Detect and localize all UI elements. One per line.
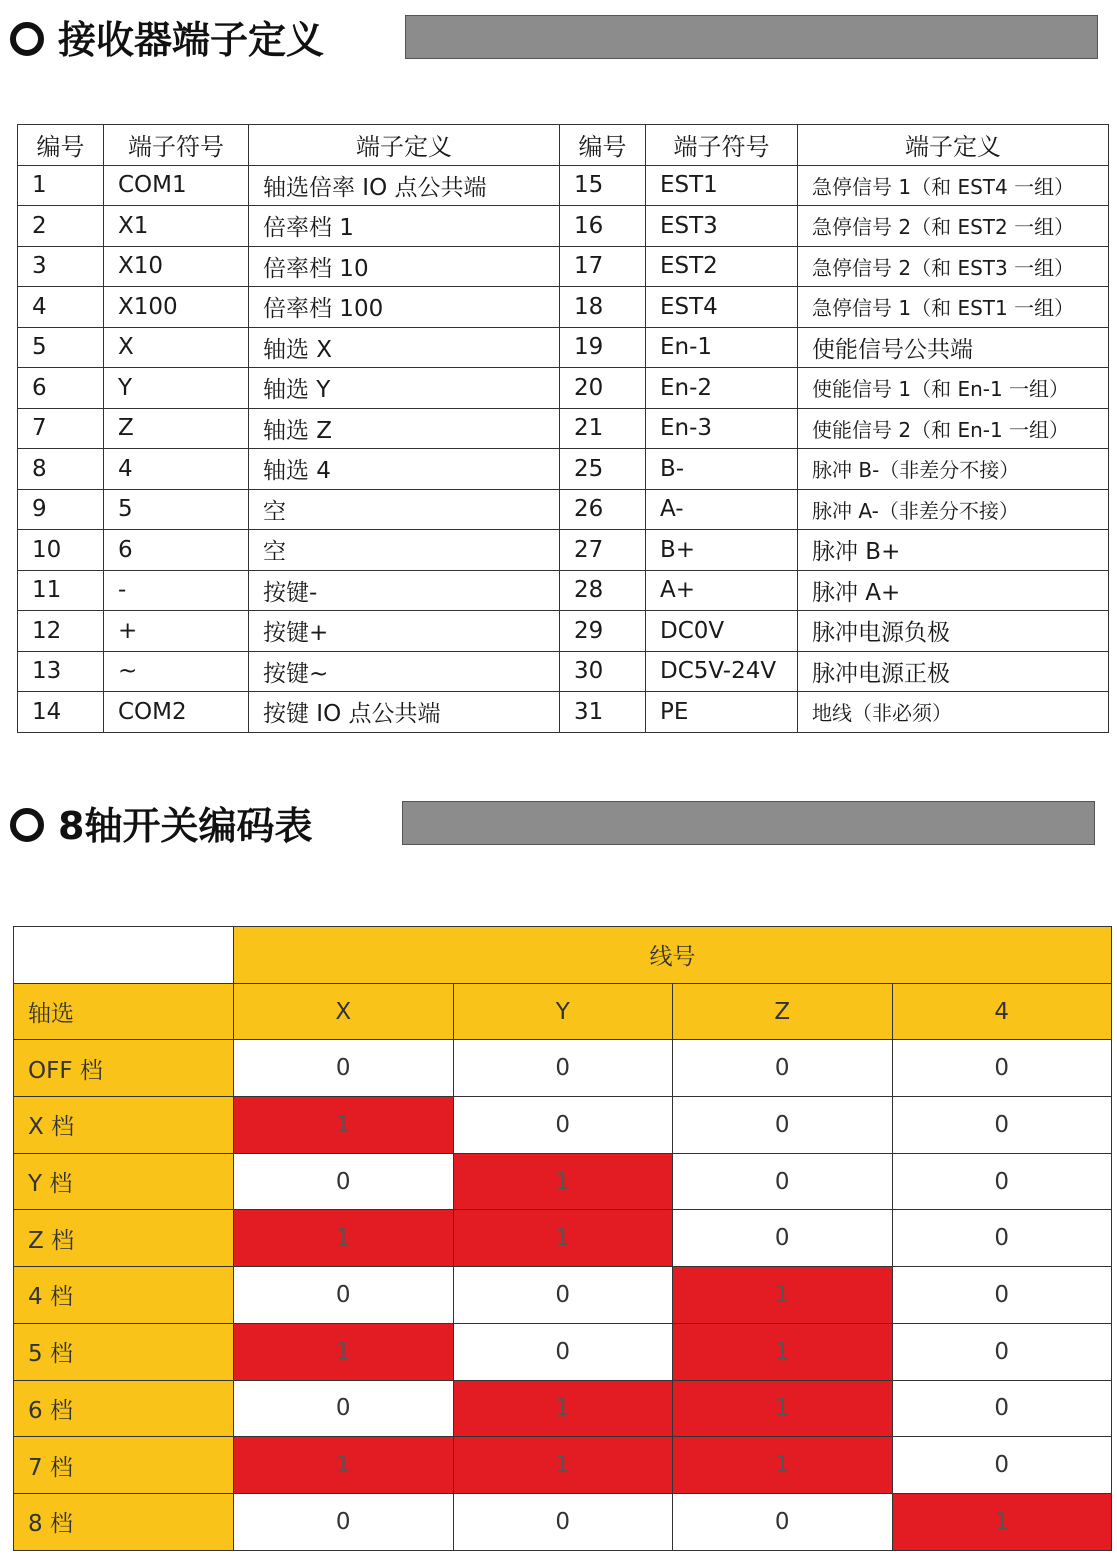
terminal-definition: 使能信号 1（和 En-1 一组） bbox=[798, 368, 1109, 409]
section-header-terminals bbox=[0, 10, 1117, 70]
table-row bbox=[14, 1153, 1112, 1210]
terminal-table-header-row bbox=[18, 125, 1109, 166]
code-cell: 1 bbox=[453, 1210, 673, 1267]
table-row bbox=[18, 206, 1109, 247]
table-row bbox=[14, 1267, 1112, 1324]
gear-label: 4 档 bbox=[14, 1267, 234, 1324]
code-cell: 0 bbox=[673, 1097, 893, 1154]
terminal-symbol: Z bbox=[104, 408, 249, 449]
table-row bbox=[14, 1437, 1112, 1494]
terminal-definition: 地线（非必须） bbox=[798, 692, 1109, 733]
code-cell: 0 bbox=[234, 1380, 454, 1437]
column-header-y: Y bbox=[453, 983, 673, 1040]
terminal-number: 15 bbox=[560, 165, 646, 206]
code-cell: 1 bbox=[453, 1153, 673, 1210]
terminal-symbol: A+ bbox=[646, 570, 798, 611]
terminal-number: 30 bbox=[560, 651, 646, 692]
terminal-number: 27 bbox=[560, 530, 646, 571]
terminal-definition-table bbox=[17, 124, 1109, 733]
column-header-x: X bbox=[234, 983, 454, 1040]
code-cell: 1 bbox=[234, 1437, 454, 1494]
gear-label: 7 档 bbox=[14, 1437, 234, 1494]
terminal-number: 2 bbox=[18, 206, 104, 247]
header-bar bbox=[402, 801, 1095, 845]
terminal-definition: 按键- bbox=[249, 570, 560, 611]
table-row bbox=[18, 489, 1109, 530]
gear-label: 5 档 bbox=[14, 1323, 234, 1380]
terminal-symbol: B- bbox=[646, 449, 798, 490]
terminal-number: 21 bbox=[560, 408, 646, 449]
terminal-number: 26 bbox=[560, 489, 646, 530]
terminal-number: 12 bbox=[18, 611, 104, 652]
terminal-number: 9 bbox=[18, 489, 104, 530]
terminal-number: 17 bbox=[560, 246, 646, 287]
terminal-number: 3 bbox=[18, 246, 104, 287]
code-cell: 0 bbox=[892, 1153, 1112, 1210]
terminal-definition: 轴选 4 bbox=[249, 449, 560, 490]
terminal-definition: 脉冲 A+ bbox=[798, 570, 1109, 611]
blank-corner-cell bbox=[14, 927, 234, 984]
terminal-number: 11 bbox=[18, 570, 104, 611]
terminal-definition: 急停信号 2（和 EST3 一组） bbox=[798, 246, 1109, 287]
line-number-header: 线号 bbox=[234, 927, 1112, 984]
table-row bbox=[14, 1097, 1112, 1154]
code-cell: 1 bbox=[673, 1380, 893, 1437]
terminal-symbol: DC0V bbox=[646, 611, 798, 652]
code-cell: 1 bbox=[453, 1380, 673, 1437]
code-cell: 0 bbox=[892, 1097, 1112, 1154]
section-title-encoding: 8轴开关编码表 bbox=[58, 804, 313, 848]
terminal-symbol: EST3 bbox=[646, 206, 798, 247]
column-header-z: Z bbox=[673, 983, 893, 1040]
terminal-symbol: PE bbox=[646, 692, 798, 733]
terminal-definition: 轴选 X bbox=[249, 327, 560, 368]
terminal-definition: 脉冲 B+ bbox=[798, 530, 1109, 571]
header-number: 编号 bbox=[560, 125, 646, 166]
terminal-symbol: X1 bbox=[104, 206, 249, 247]
terminal-symbol: 5 bbox=[104, 489, 249, 530]
terminal-number: 4 bbox=[18, 287, 104, 328]
terminal-symbol: COM1 bbox=[104, 165, 249, 206]
terminal-number: 10 bbox=[18, 530, 104, 571]
terminal-number: 25 bbox=[560, 449, 646, 490]
table-row bbox=[18, 368, 1109, 409]
terminal-symbol: B+ bbox=[646, 530, 798, 571]
table-row bbox=[18, 692, 1109, 733]
terminal-definition: 脉冲 A-（非差分不接） bbox=[798, 489, 1109, 530]
terminal-number: 1 bbox=[18, 165, 104, 206]
terminal-number: 7 bbox=[18, 408, 104, 449]
terminal-symbol: X10 bbox=[104, 246, 249, 287]
table-row bbox=[18, 611, 1109, 652]
terminal-definition: 轴选倍率 IO 点公共端 bbox=[249, 165, 560, 206]
gear-label: 6 档 bbox=[14, 1380, 234, 1437]
gear-label: Y 档 bbox=[14, 1153, 234, 1210]
terminal-number: 16 bbox=[560, 206, 646, 247]
terminal-definition: 空 bbox=[249, 530, 560, 571]
code-cell: 1 bbox=[673, 1437, 893, 1494]
terminal-definition: 脉冲 B-（非差分不接） bbox=[798, 449, 1109, 490]
terminal-definition: 脉冲电源负极 bbox=[798, 611, 1109, 652]
code-cell: 0 bbox=[673, 1210, 893, 1267]
terminal-definition: 使能信号公共端 bbox=[798, 327, 1109, 368]
terminal-definition: 使能信号 2（和 En-1 一组） bbox=[798, 408, 1109, 449]
header-definition: 端子定义 bbox=[798, 125, 1109, 166]
section-title-terminals: 接收器端子定义 bbox=[58, 18, 325, 62]
code-cell: 0 bbox=[234, 1493, 454, 1550]
terminal-definition: 倍率档 100 bbox=[249, 287, 560, 328]
terminal-symbol: En-1 bbox=[646, 327, 798, 368]
terminal-number: 19 bbox=[560, 327, 646, 368]
table-row bbox=[18, 408, 1109, 449]
code-cell: 0 bbox=[234, 1267, 454, 1324]
code-cell: 1 bbox=[234, 1097, 454, 1154]
code-cell: 0 bbox=[892, 1380, 1112, 1437]
table-row bbox=[18, 246, 1109, 287]
terminal-symbol: DC5V-24V bbox=[646, 651, 798, 692]
code-cell: 0 bbox=[453, 1493, 673, 1550]
header-symbol: 端子符号 bbox=[646, 125, 798, 166]
terminal-symbol: - bbox=[104, 570, 249, 611]
terminal-symbol: 6 bbox=[104, 530, 249, 571]
terminal-definition: 按键 IO 点公共端 bbox=[249, 692, 560, 733]
terminal-definition: 空 bbox=[249, 489, 560, 530]
terminal-definition: 按键+ bbox=[249, 611, 560, 652]
header-definition: 端子定义 bbox=[249, 125, 560, 166]
terminal-number: 29 bbox=[560, 611, 646, 652]
column-header-4: 4 bbox=[892, 983, 1112, 1040]
terminal-number: 8 bbox=[18, 449, 104, 490]
terminal-symbol: X100 bbox=[104, 287, 249, 328]
terminal-symbol: + bbox=[104, 611, 249, 652]
code-cell: 1 bbox=[234, 1210, 454, 1267]
code-cell: 0 bbox=[892, 1040, 1112, 1097]
header-symbol: 端子符号 bbox=[104, 125, 249, 166]
code-cell: 0 bbox=[892, 1323, 1112, 1380]
table-row bbox=[14, 1210, 1112, 1267]
terminal-definition: 脉冲电源正极 bbox=[798, 651, 1109, 692]
code-cell: 0 bbox=[673, 1040, 893, 1097]
terminal-number: 14 bbox=[18, 692, 104, 733]
table-row bbox=[18, 449, 1109, 490]
encoding-top-header-row bbox=[14, 927, 1112, 984]
header-number: 编号 bbox=[18, 125, 104, 166]
terminal-definition: 急停信号 2（和 EST2 一组） bbox=[798, 206, 1109, 247]
axis-switch-encoding-table bbox=[13, 926, 1112, 1551]
terminal-number: 6 bbox=[18, 368, 104, 409]
code-cell: 0 bbox=[453, 1267, 673, 1324]
terminal-symbol: COM2 bbox=[104, 692, 249, 733]
terminal-definition: 轴选 Y bbox=[249, 368, 560, 409]
terminal-definition: 轴选 Z bbox=[249, 408, 560, 449]
terminal-symbol: EST2 bbox=[646, 246, 798, 287]
table-row bbox=[14, 1323, 1112, 1380]
code-cell: 0 bbox=[453, 1323, 673, 1380]
gear-label: Z 档 bbox=[14, 1210, 234, 1267]
terminal-symbol: En-2 bbox=[646, 368, 798, 409]
terminal-symbol: EST1 bbox=[646, 165, 798, 206]
terminal-symbol: A- bbox=[646, 489, 798, 530]
code-cell: 0 bbox=[453, 1040, 673, 1097]
code-cell: 1 bbox=[234, 1323, 454, 1380]
terminal-number: 20 bbox=[560, 368, 646, 409]
table-row bbox=[18, 327, 1109, 368]
terminal-definition: 倍率档 1 bbox=[249, 206, 560, 247]
code-cell: 0 bbox=[234, 1153, 454, 1210]
code-cell: 1 bbox=[892, 1493, 1112, 1550]
terminal-number: 28 bbox=[560, 570, 646, 611]
gear-label: 8 档 bbox=[14, 1493, 234, 1550]
code-cell: 0 bbox=[892, 1210, 1112, 1267]
gear-label: X 档 bbox=[14, 1097, 234, 1154]
code-cell: 0 bbox=[453, 1097, 673, 1154]
terminal-number: 5 bbox=[18, 327, 104, 368]
terminal-symbol: EST4 bbox=[646, 287, 798, 328]
table-row bbox=[18, 570, 1109, 611]
table-row bbox=[18, 165, 1109, 206]
code-cell: 0 bbox=[234, 1040, 454, 1097]
table-row bbox=[18, 530, 1109, 571]
code-cell: 1 bbox=[673, 1267, 893, 1324]
section-header-encoding bbox=[0, 796, 1117, 856]
table-row bbox=[14, 1493, 1112, 1550]
terminal-definition: 急停信号 1（和 EST4 一组） bbox=[798, 165, 1109, 206]
terminal-number: 18 bbox=[560, 287, 646, 328]
table-row bbox=[14, 1380, 1112, 1437]
circle-bullet-icon bbox=[10, 22, 44, 56]
code-cell: 0 bbox=[892, 1267, 1112, 1324]
terminal-definition: 倍率档 10 bbox=[249, 246, 560, 287]
table-row bbox=[18, 651, 1109, 692]
terminal-symbol: X bbox=[104, 327, 249, 368]
terminal-definition: 急停信号 1（和 EST1 一组） bbox=[798, 287, 1109, 328]
gear-label: OFF 档 bbox=[14, 1040, 234, 1097]
terminal-symbol: 4 bbox=[104, 449, 249, 490]
terminal-symbol: Y bbox=[104, 368, 249, 409]
table-row bbox=[18, 287, 1109, 328]
header-bar bbox=[405, 15, 1098, 59]
code-cell: 1 bbox=[453, 1437, 673, 1494]
code-cell: 0 bbox=[673, 1493, 893, 1550]
code-cell: 1 bbox=[673, 1323, 893, 1380]
terminal-number: 31 bbox=[560, 692, 646, 733]
code-cell: 0 bbox=[892, 1437, 1112, 1494]
terminal-symbol: En-3 bbox=[646, 408, 798, 449]
terminal-number: 13 bbox=[18, 651, 104, 692]
encoding-column-header-row bbox=[14, 983, 1112, 1040]
code-cell: 0 bbox=[673, 1153, 893, 1210]
terminal-symbol: ~ bbox=[104, 651, 249, 692]
axis-select-header: 轴选 bbox=[14, 983, 234, 1040]
circle-bullet-icon bbox=[10, 808, 44, 842]
terminal-definition: 按键~ bbox=[249, 651, 560, 692]
table-row bbox=[14, 1040, 1112, 1097]
